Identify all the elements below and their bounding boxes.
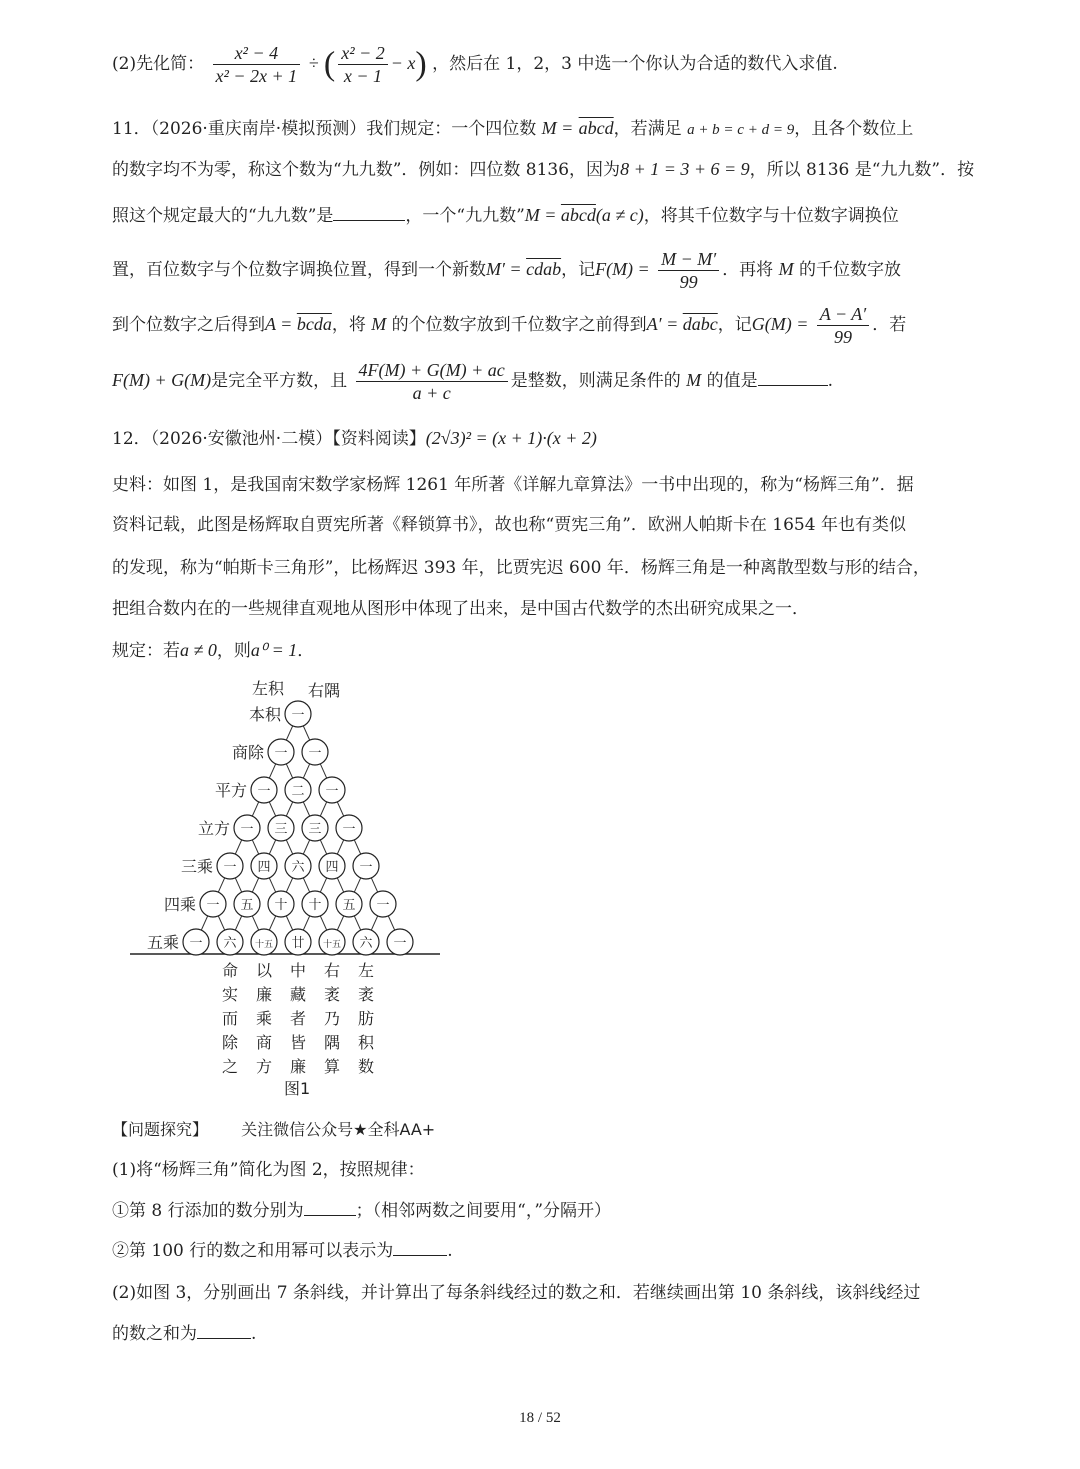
column-text-char: 而 — [221, 1009, 239, 1028]
fraction-F: $\frac{M - M'}{99}$ — [658, 248, 719, 293]
row-label: 三乘 — [180, 857, 213, 876]
triangle-node-value: 一 — [206, 898, 220, 913]
triangle-node-value: 一 — [376, 898, 390, 913]
triangle-node-value: 三 — [274, 822, 288, 837]
column-text-char: 中 — [289, 961, 307, 980]
page-number: 18 / 52 — [519, 1410, 561, 1426]
column-text-char: 袤 — [357, 985, 375, 1004]
triangle-node-value: 一 — [223, 860, 237, 875]
row-label: 五乘 — [146, 933, 179, 952]
watermark-text: 关注微信公众号★全科AA+ — [241, 1120, 436, 1139]
column-text-char: 皆 — [289, 1033, 307, 1052]
q11-line-4: 置，百位数字与个位数字调换位置，得到一个新数M′ = cdab，记F(M) = $\frac{M - M'}{99}$ ．再将 M 的千位数字放 — [112, 249, 901, 292]
q11-line-2: 的数字均不为零，称这个数为“九九数”．例如：四位数 8136，因为8 + 1 = 3 + 6 = 9，所以 8136 是“九九数”．按 — [112, 159, 975, 180]
label-top-right: 右隅 — [308, 681, 341, 700]
answer-blank-4[interactable] — [393, 1239, 447, 1256]
row-label: 商除 — [231, 743, 264, 762]
answer-blank-2[interactable] — [758, 369, 828, 386]
triangle-node-value: 三 — [308, 822, 322, 837]
column-text-char: 之 — [221, 1057, 239, 1076]
column-text-char: 除 — [221, 1033, 239, 1052]
explore-q1b: ②第 100 行的数之和用幂可以表示为 . — [112, 1241, 453, 1261]
triangle-node-value: 一 — [342, 822, 356, 837]
q11-line-1: 11．（2026·重庆南岸·模拟预测）我们规定：一个四位数 M = abcd，若满足 a + b = c + d = 9，且各个数位上 — [112, 118, 914, 139]
row-label: 立方 — [197, 819, 230, 838]
column-text-char: 算 — [323, 1057, 341, 1076]
q12-head: 12．（2026·安徽池州·二模）【资料阅读】(2√3)² = (x + 1)·(x + 2) — [112, 428, 597, 449]
fraction-H: $\frac{4F(M) + G(M) + ac}{a + c}$ — [356, 359, 508, 404]
divide-sign: ÷ — [308, 53, 319, 73]
fraction-1: $\frac{\text{x² − 4}}{\text{x² − 2x + 1}}$ — [213, 42, 301, 87]
triangle-node-value: 十五 — [322, 940, 342, 950]
triangle-node-value: 一 — [257, 784, 271, 799]
answer-blank-3[interactable] — [304, 1199, 356, 1216]
label-top-left: 左积 — [252, 679, 285, 698]
triangle-node-value: 五 — [342, 898, 356, 913]
column-text-char: 商 — [255, 1033, 273, 1052]
column-text-char: 右 — [323, 961, 341, 980]
triangle-node-value: 十 — [274, 898, 288, 913]
explore-q1a: ①第 8 行添加的数分别为 ；（相邻两数之间要用“，”分隔开） — [112, 1201, 612, 1221]
triangle-node-value: 十五 — [254, 940, 274, 950]
triangle-node-value: 一 — [291, 708, 305, 723]
triangle-node-value: 一 — [393, 936, 407, 951]
q11-line-6: F(M) + G(M)是完全平方数，且 $\frac{4F(M) + G(M) + ac}{a + c}$ 是整数，则满足条件的 M 的值是 . — [112, 360, 833, 403]
q10-suffix: ，然后在 1，2，3 中选一个你认为合适的数代入求值. — [432, 54, 838, 74]
row-label: 四乘 — [163, 895, 196, 914]
column-text-char: 左 — [357, 961, 375, 980]
q10-line: (2)先化简： $\frac{\text{x² − 4}}{\text{x² − 2x + 1}}$ ÷ ( $\frac{\text{x² − 2}}{x - 1}$ − x) ，然后在 1，2，3 中选一个你认为合适的数代入求值. — [112, 43, 838, 86]
triangle-svg — [120, 670, 460, 1110]
column-text-char: 命 — [221, 961, 239, 980]
triangle-node-value: 一 — [325, 784, 339, 799]
explore-q2b: 的数之和为 . — [112, 1324, 257, 1344]
q12-p1: 史料：如图 1，是我国南宋数学家杨辉 1261 年所著《详解九章算法》一书中出现的，称为“杨辉三角”．据 — [112, 475, 914, 495]
answer-blank-5[interactable] — [197, 1322, 251, 1339]
triangle-node-value: 廿 — [291, 936, 305, 951]
column-text-char: 实 — [221, 985, 239, 1004]
q12-p3: 的发现，称为“帕斯卡三角形”，比杨辉迟 393 年，比贾宪迟 600 年．杨辉三角是一种离散型数与形的结合， — [112, 558, 930, 578]
triangle-node-value: 二 — [291, 784, 305, 799]
row-label: 平方 — [214, 781, 247, 800]
explore-q2: (2)如图 3，分别画出 7 条斜线，并计算出了每条斜线经过的数之和．若继续画出第 10 条斜线，该斜线经过 — [112, 1283, 921, 1303]
triangle-node-value: 一 — [359, 860, 373, 875]
fraction-G: $\frac{A - A'}{99}$ — [817, 303, 869, 348]
column-text-char: 乃 — [323, 1009, 341, 1028]
column-text-char: 乘 — [255, 1009, 273, 1028]
triangle-node-value: 一 — [308, 746, 322, 761]
triangle-node-value: 四 — [325, 860, 339, 875]
triangle-node-value: 六 — [359, 936, 373, 951]
triangle-node-value: 一 — [274, 746, 288, 761]
column-text-char: 数 — [357, 1057, 375, 1076]
column-text-char: 方 — [255, 1057, 273, 1076]
answer-blank-1[interactable] — [333, 204, 405, 221]
column-text-char: 廉 — [289, 1057, 307, 1076]
column-text-char: 袤 — [323, 985, 341, 1004]
column-text-char: 隅 — [323, 1033, 341, 1052]
q11-line-3: 照这个规定最大的“九九数”是 ，一个“九九数”M = abcd(a ≠ c)，将其千位数字与十位数字调换位 — [112, 205, 899, 226]
triangle-node-value: 五 — [240, 898, 254, 913]
triangle-node-value: 六 — [291, 860, 305, 875]
triangle-node-value: 十 — [308, 898, 322, 913]
column-text-char: 积 — [357, 1033, 375, 1052]
q12-p2: 资料记载，此图是杨辉取自贾宪所著《释锁算书》，故也称“贾宪三角”．欧洲人帕斯卡在 1654 年也有类似 — [112, 515, 906, 535]
triangle-node-value: 四 — [257, 860, 271, 875]
fraction-2: $\frac{\text{x² − 2}}{x - 1}$ — [338, 42, 388, 87]
column-text-char: 藏 — [289, 985, 307, 1004]
yanghui-triangle-figure — [120, 670, 460, 1110]
column-text-char: 以 — [255, 961, 273, 980]
row-label: 本积 — [248, 705, 281, 724]
figure-caption: 图1 — [284, 1079, 311, 1098]
explore-title-line — [112, 1118, 435, 1142]
column-text-char: 者 — [289, 1009, 307, 1028]
q11-line-5: 到个位数字之后得到A = bcda，将 M 的个位数字放到千位数字之前得到A′ = dabc，记G(M) = $\frac{A - A'}{99}$ ．若 — [112, 304, 907, 347]
q10-prefix: (2)先化简： — [112, 54, 205, 74]
explore-q1: (1)将“杨辉三角”简化为图 2，按照规律： — [112, 1160, 425, 1180]
column-text-char: 肪 — [357, 1009, 375, 1028]
column-text-char: 廉 — [255, 985, 273, 1004]
triangle-node-value: 六 — [223, 936, 237, 951]
triangle-node-value: 一 — [189, 936, 203, 951]
triangle-node-value: 一 — [240, 822, 254, 837]
q12-p4: 把组合数内在的一些规律直观地从图形中体现了出来，是中国古代数学的杰出研究成果之一． — [112, 599, 809, 619]
q12-rule: 规定：若a ≠ 0，则a⁰ = 1． — [112, 640, 315, 661]
explore-title: 【问题探究】 — [112, 1120, 209, 1139]
